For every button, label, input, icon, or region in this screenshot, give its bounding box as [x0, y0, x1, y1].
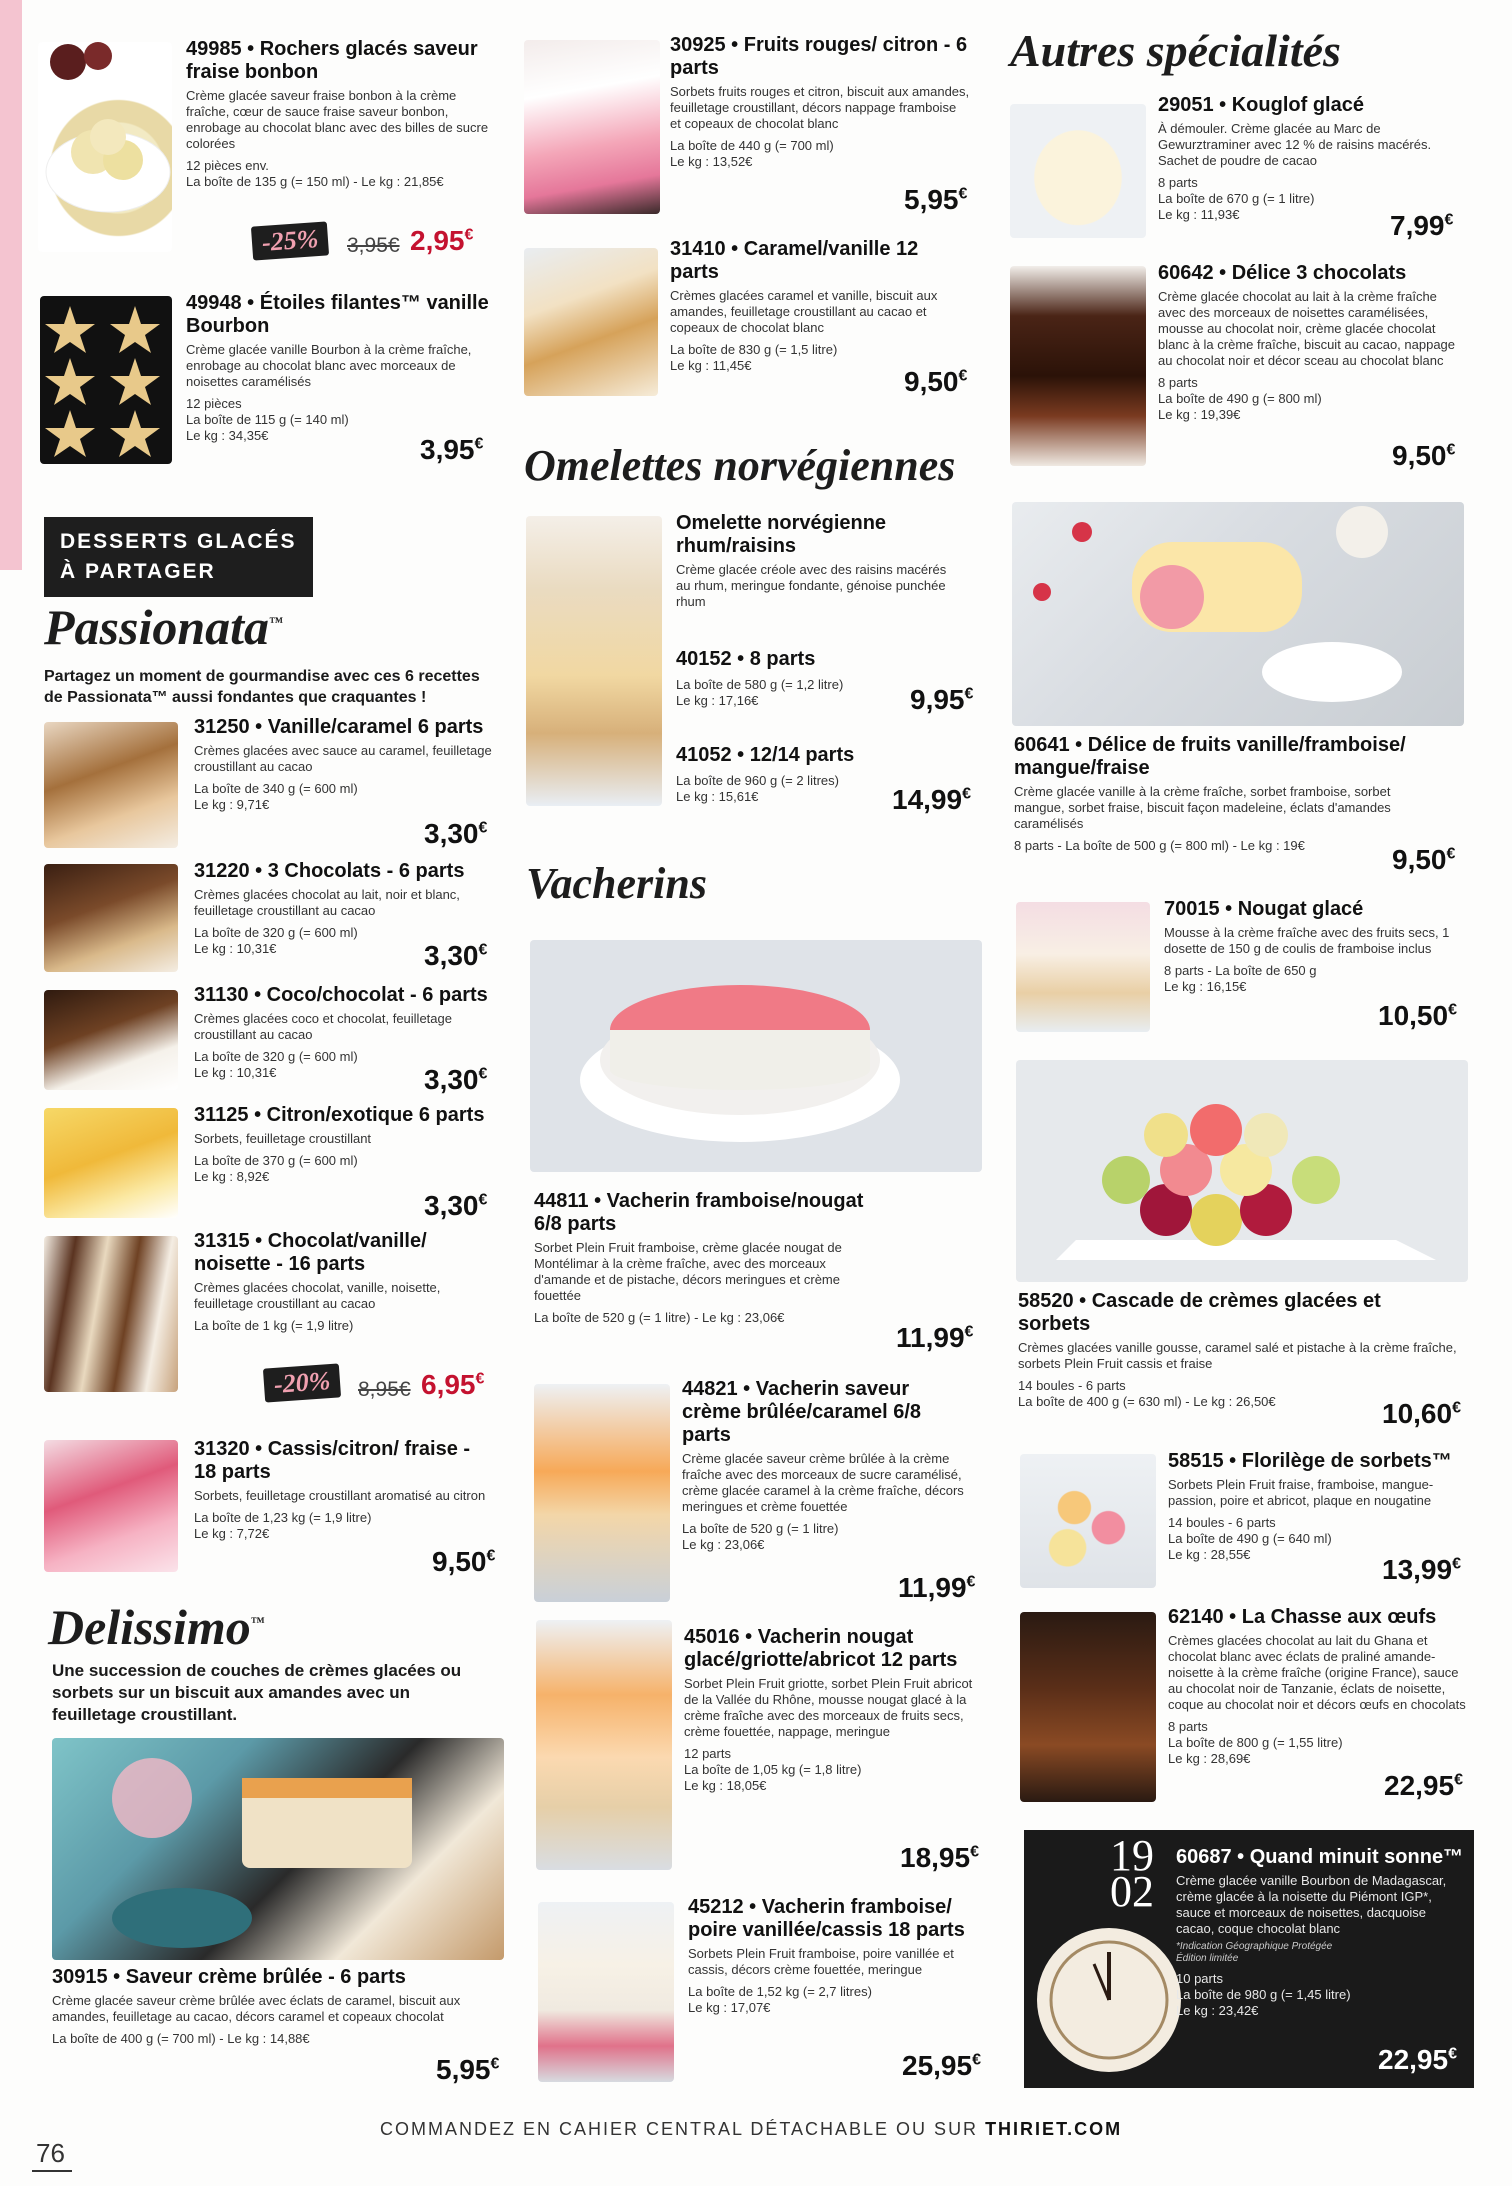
product-price [424, 1190, 487, 1222]
product-image-citron-exotique [44, 1108, 178, 1218]
product-price [432, 1546, 495, 1578]
product-price [1390, 210, 1453, 242]
currency-symbol: € [478, 1191, 488, 1209]
heading-passionata [44, 598, 283, 656]
new-price-value: 2,95 [410, 225, 465, 256]
price-value: 9,50 [432, 1546, 487, 1577]
currency-symbol: € [1452, 1399, 1461, 1417]
currency-symbol: € [478, 941, 488, 959]
product-description: Sorbets, feuilletage croustillant [194, 1131, 372, 1146]
product-price [898, 1572, 975, 1604]
product-title: 30925 • Fruits rouges/ citron - 6 parts [670, 34, 968, 79]
currency-symbol: € [1446, 845, 1456, 863]
product-quantity: 10 parts [1176, 1971, 1223, 1986]
product-description: Crème glacée saveur crème brûlée à la crème fraîche avec des morceaux de sucre caramélisé, crème glacée caramel à la crème fraîche, décors meringues et crème fouettée [682, 1451, 964, 1514]
product-cassis-citron-fraise [194, 1438, 494, 1542]
product-description: Sorbet Plein Fruit framboise, crème glacée nougat de Montélimar à la crème fraîche, avec des morceaux d'amande et de pistache, décors meringues et crème fouettée [534, 1240, 842, 1303]
product-price [1378, 2044, 1457, 2076]
product-quantity: 12 parts [684, 1746, 731, 1761]
price-value: 25,95 [902, 2050, 973, 2081]
product-price [896, 1322, 973, 1354]
old-price: 8,95€ [358, 1378, 411, 1401]
currency-symbol: € [1452, 1555, 1461, 1573]
product-title: 49948 • Étoiles filantes™ vanille Bourbon [186, 292, 489, 337]
product-weight: La boîte de 400 g (= 700 ml) - Le kg : 14,88€ [52, 2031, 310, 2046]
product-image-3-chocolats [44, 864, 178, 972]
product-image-delice-de-fruits [1012, 502, 1464, 726]
product-price-per-kg: Le kg : 28,55€ [1168, 1547, 1251, 1562]
currency-symbol: € [1448, 1001, 1457, 1019]
product-omelette [676, 512, 956, 610]
product-price-per-kg: Le kg : 16,15€ [1164, 979, 1247, 994]
product-image-vacherin-nougat [536, 1620, 672, 1870]
product-image-etoiles [40, 296, 172, 464]
product-description: Crèmes glacées vanille gousse, caramel salé et pistache à la crème fraîche, sorbets Plein Fruit cassis et fraise [1018, 1340, 1457, 1371]
product-image-vacherin-creme-brulee [534, 1384, 670, 1602]
product-price [1378, 1000, 1457, 1032]
product-title: 58515 • Florilège de sorbets™ [1168, 1450, 1452, 1472]
product-price [424, 1064, 487, 1096]
new-price-value: 6,95 [421, 1369, 476, 1400]
product-quantity: 12 pièces env. [186, 158, 269, 173]
currency-symbol: € [478, 819, 488, 837]
product-title: 49985 • Rochers glacés saveur fraise bonbon [186, 38, 478, 83]
product-price-per-kg: Le kg : 10,31€ [194, 941, 277, 956]
product-price [424, 818, 487, 850]
product-fruits-rouges [670, 34, 970, 170]
product-title: 31125 • Citron/exotique 6 parts [194, 1104, 485, 1126]
product-note-igp: *Indication Géographique Protégée [1176, 1941, 1333, 1952]
product-description: Crème glacée chocolat au lait à la crème fraîche avec des morceaux de noisettes caramélisées, mousse au chocolat noir, crème glacée chocolat blanc à la crème fraîche, biscuit au cacao, nappage au chocolat noir et décor sceau au chocolat blanc [1158, 289, 1456, 368]
product-title: 30915 • Saveur crème brûlée - 6 parts [52, 1966, 406, 1988]
product-description: Crème glacée créole avec des raisins macérés au rhum, meringue fondante, génoise punchée rhum [676, 562, 947, 609]
product-title: 45016 • Vacherin nougat glacé/griotte/abricot 12 parts [684, 1626, 958, 1671]
product-price-per-kg: Le kg : 28,69€ [1168, 1751, 1251, 1766]
currency-symbol: € [958, 367, 968, 385]
product-title: 45212 • Vacherin framboise/ poire vanillée/cassis 18 parts [688, 1896, 965, 1941]
product-image-rochers [38, 42, 172, 252]
price-value: 3,30 [424, 818, 479, 849]
product-vacherin-framboise-nougat [534, 1190, 884, 1326]
product-description: Crèmes glacées chocolat au lait du Ghana et chocolat blanc avec éclats de praliné amande-noisette à la crème fraîche (origine France), sauce au chocolat noir de Tanzanie, éclats de noisette, coque au chocolat noir et décors œufs en chocolats [1168, 1633, 1466, 1712]
product-image-cascade [1016, 1060, 1468, 1282]
currency-symbol: € [490, 2055, 500, 2073]
delissimo-intro: Une succession de couches de crèmes glacées ou sorbets sur un biscuit aux amandes avec un feuilletage croustillant. [52, 1661, 462, 1724]
price-value: 9,50 [1392, 844, 1447, 875]
product-price-per-kg: Le kg : 18,05€ [684, 1778, 767, 1793]
product-vacherin-framboise-poire [688, 1896, 978, 2016]
discount-badge: -25% [251, 221, 330, 260]
footer-cta [380, 2119, 1122, 2140]
product-price-per-kg: Le kg : 13,52€ [670, 154, 753, 169]
product-image-florilege [1020, 1454, 1156, 1588]
product-price-per-kg: Le kg : 23,42€ [1176, 2003, 1259, 2018]
product-weight: 8 parts - La boîte de 650 g [1164, 963, 1317, 978]
product-title: 60641 • Délice de fruits vanille/framboise/ mangue/fraise [1014, 734, 1406, 779]
product-kouglof [1158, 94, 1458, 223]
product-image-clock-cake [1034, 1880, 1184, 2080]
product-caramel-vanille [670, 238, 970, 374]
old-price: 3,95€ [347, 234, 400, 257]
year-bottom: 02 [1110, 1867, 1154, 1916]
product-title: 60642 • Délice 3 chocolats [1158, 262, 1407, 284]
feature-box-quand-minuit [1024, 1830, 1474, 2088]
heading-text: Delissimo [48, 1599, 251, 1655]
product-title: 31220 • 3 Chocolats - 6 parts [194, 860, 465, 882]
new-price [410, 225, 473, 257]
product-price [892, 784, 971, 816]
product-description: Sorbets Plein Fruit framboise, poire vanillée et cassis, décors crème fouettée, meringue [688, 1946, 954, 1977]
product-description: Crèmes glacées caramel et vanille, biscuit aux amandes, feuilletage croustillant au cacao et copeaux de chocolat blanc [670, 288, 938, 335]
passionata-intro: Partagez un moment de gourmandise avec ces 6 recettes de Passionata™ aussi fondantes que craquantes ! [44, 668, 480, 706]
product-chasse-aux-oeufs [1168, 1606, 1468, 1767]
currency-symbol: € [972, 2051, 981, 2069]
product-title: 40152 • 8 parts [676, 648, 816, 670]
product-price-per-kg: Le kg : 7,72€ [194, 1526, 270, 1541]
currency-symbol: € [475, 1370, 485, 1388]
year-top: 19 [1110, 1831, 1154, 1880]
price-value: 11,99 [896, 1322, 965, 1353]
product-image-nougat-glace [1016, 902, 1150, 1032]
product-image-chocolat-vanille-noisette [44, 1236, 178, 1392]
product-title: 41052 • 12/14 parts [676, 744, 855, 766]
price-value: 10,50 [1378, 1000, 1449, 1031]
product-image-vacherin-framboise-poire [538, 1902, 674, 2082]
product-title: 31315 • Chocolat/vanille/ noisette - 16 parts [194, 1230, 427, 1275]
product-title: 58520 • Cascade de crèmes glacées et sorbets [1018, 1290, 1381, 1335]
product-title: 31250 • Vanille/caramel 6 parts [194, 716, 484, 738]
product-image-fruits-rouges [524, 40, 660, 214]
price-value: 18,95 [900, 1842, 971, 1873]
product-description: Sorbets fruits rouges et citron, biscuit aux amandes, feuilletage croustillant, décors nappage framboise et copeaux de chocolat blanc [670, 84, 970, 131]
price-value: 9,50 [1392, 440, 1447, 471]
product-price-per-kg: Le kg : 17,07€ [688, 2000, 771, 2015]
product-image-omelette [526, 516, 662, 806]
heading-vacherins: Vacherins [526, 859, 707, 908]
product-rochers [186, 38, 496, 190]
product-weight: La boîte de 490 g (= 800 ml) [1158, 391, 1322, 406]
product-description: Crème glacée vanille Bourbon à la crème fraîche, enrobage au chocolat blanc avec morceaux de noisettes caramélisés [186, 342, 472, 389]
heading-omelettes: Omelettes norvégiennes [524, 441, 956, 490]
product-price [436, 2054, 499, 2086]
product-cascade [1018, 1290, 1458, 1410]
product-price [910, 684, 973, 716]
product-image-kouglof [1010, 104, 1146, 238]
product-description: Sorbets Plein Fruit fraise, framboise, mangue-passion, poire et abricot, plaque en nougatine [1168, 1477, 1434, 1508]
product-title: 70015 • Nougat glacé [1164, 898, 1364, 920]
product-image-delice-3-chocolats [1010, 266, 1146, 466]
product-title: 60687 • Quand minuit sonne™ [1176, 1846, 1464, 1868]
product-title: 31410 • Caramel/vanille 12 parts [670, 238, 919, 283]
product-weight: La boîte de 1 kg (= 1,9 litre) [194, 1318, 354, 1333]
product-price [900, 1842, 979, 1874]
product-delice-3-chocolats [1158, 262, 1464, 423]
currency-symbol: € [474, 435, 484, 453]
product-price-per-kg: Le kg : 10,31€ [194, 1065, 277, 1080]
currency-symbol: € [1448, 2045, 1457, 2063]
product-image-vanille-caramel [44, 722, 178, 848]
product-quantity: 8 parts [1158, 375, 1198, 390]
product-image-chasse-aux-oeufs [1020, 1612, 1156, 1802]
product-image-creme-brulee [52, 1738, 504, 1960]
product-description: Sorbet Plein Fruit griotte, sorbet Plein Fruit abricot de la Vallée du Rhône, mousse nougat glacé à la crème fraîche avec des morceaux de fruits secs, crème fouettée, nappage, meringue [684, 1676, 973, 1739]
price-value: 14,99 [892, 784, 963, 815]
product-vanille-caramel [194, 716, 494, 813]
product-weight: La boîte de 340 g (= 600 ml) [194, 781, 358, 796]
section-label-line2: À PARTAGER [60, 560, 216, 583]
section-label-line1: DESSERTS GLACÉS [60, 530, 297, 553]
product-weight: La boîte de 800 g (= 1,55 litre) [1168, 1735, 1343, 1750]
section-label-desserts [44, 517, 313, 597]
product-price-per-kg: Le kg : 15,61€ [676, 789, 759, 804]
product-price [420, 434, 483, 466]
footer-site-link[interactable]: THIRIET.COM [985, 2119, 1123, 2139]
product-weight: La boîte de 490 g (= 640 ml) [1168, 1531, 1332, 1546]
product-description: Crème glacée saveur crème brûlée avec éclats de caramel, biscuit aux amandes, feuilletage au cacao, décors caramel et copeaux chocolat [52, 1993, 461, 2024]
product-etoiles [186, 292, 496, 444]
price-value: 13,99 [1382, 1554, 1453, 1585]
product-weight: La boîte de 135 g (= 150 ml) - Le kg : 21,85€ [186, 174, 444, 189]
product-weight: La boîte de 520 g (= 1 litre) [682, 1521, 839, 1536]
price-value: 9,50 [904, 366, 959, 397]
product-description: À démouler. Crème glacée au Marc de Gewurztraminer avec 12 % de raisins macérés. Sachet de poudre de cacao [1158, 121, 1432, 168]
product-title: 31130 • Coco/chocolat - 6 parts [194, 984, 488, 1006]
currency-symbol: € [486, 1547, 496, 1565]
product-quantity: 14 boules - 6 parts [1168, 1515, 1276, 1530]
price-value: 7,99 [1390, 210, 1445, 241]
product-price-per-kg: Le kg : 19,39€ [1158, 407, 1241, 422]
product-price [1382, 1398, 1461, 1430]
price-value: 5,95 [436, 2054, 491, 2085]
product-weight: La boîte de 370 g (= 600 ml) [194, 1153, 358, 1168]
product-weight: La boîte de 1,23 kg (= 1,9 litre) [194, 1510, 372, 1525]
product-price-per-kg: Le kg : 11,93€ [1158, 207, 1240, 222]
product-weight: La boîte de 440 g (= 700 ml) [670, 138, 834, 153]
price-value: 5,95 [904, 184, 959, 215]
product-weight: La boîte de 980 g (= 1,45 litre) [1176, 1987, 1351, 2002]
product-image-coco-chocolat [44, 990, 178, 1090]
product-weight: La boîte de 960 g (= 2 litres) [676, 773, 839, 788]
currency-symbol: € [970, 1843, 979, 1861]
currency-symbol: € [1444, 211, 1454, 229]
product-weight: La boîte de 670 g (= 1 litre) [1158, 191, 1315, 206]
product-price [902, 2050, 981, 2082]
product-price-per-kg: Le kg : 11,45€ [670, 358, 752, 373]
product-price [1384, 1770, 1463, 1802]
price-value: 22,95 [1378, 2044, 1449, 2075]
heading-text: Passionata [44, 599, 270, 655]
product-vacherin-creme-brulee [682, 1378, 972, 1553]
product-weight: La boîte de 1,52 kg (= 2,7 litres) [688, 1984, 872, 1999]
product-chocolat-vanille-noisette [194, 1230, 494, 1334]
product-weight: La boîte de 830 g (= 1,5 litre) [670, 342, 838, 357]
product-quantity: 8 parts [1158, 175, 1198, 190]
page-number: 76 [36, 2138, 65, 2168]
product-price-per-kg: Le kg : 23,06€ [682, 1537, 765, 1552]
product-price-per-kg: Le kg : 17,16€ [676, 693, 759, 708]
price-value: 10,60 [1382, 1398, 1453, 1429]
product-quand-minuit [1176, 1846, 1466, 2019]
trademark: ™ [250, 1615, 265, 1631]
price-value: 22,95 [1384, 1770, 1455, 1801]
product-quantity: 8 parts [1168, 1719, 1208, 1734]
product-weight: 8 parts - La boîte de 500 g (= 800 ml) - Le kg : 19€ [1014, 838, 1305, 853]
price-value: 11,99 [898, 1572, 967, 1603]
new-price [421, 1369, 484, 1401]
product-price-per-kg: Le kg : 34,35€ [186, 428, 269, 443]
product-creme-brulee [52, 1966, 496, 2047]
trademark: ™ [269, 615, 284, 631]
price-value: 3,30 [424, 1190, 479, 1221]
product-image-caramel-vanille [524, 248, 658, 396]
currency-symbol: € [1446, 441, 1456, 459]
currency-symbol: € [464, 226, 474, 244]
product-nougat-glace [1164, 898, 1454, 995]
product-price [424, 940, 487, 972]
product-price [904, 366, 967, 398]
product-price [1392, 844, 1455, 876]
price-value: 3,30 [424, 1064, 479, 1095]
product-description: Crème glacée vanille à la crème fraîche, sorbet framboise, sorbet mangue, sorbet fraise, biscuit façon madeleine, éclats d'amandes caramélisés [1014, 784, 1391, 831]
price-value: 3,30 [424, 940, 479, 971]
currency-symbol: € [966, 1573, 976, 1591]
pink-edge-band [0, 0, 22, 570]
product-title: 62140 • La Chasse aux œufs [1168, 1606, 1437, 1628]
product-vacherin-nougat [684, 1626, 974, 1794]
currency-symbol: € [962, 785, 971, 803]
product-image-vacherin-framboise-nougat [530, 940, 982, 1172]
product-title: Omelette norvégienne rhum/raisins [676, 512, 887, 557]
product-weight: La boîte de 580 g (= 1,2 litre) [676, 677, 844, 692]
heading-delissimo [48, 1598, 265, 1656]
product-quantity: 14 boules - 6 parts [1018, 1378, 1126, 1393]
product-price [1392, 440, 1455, 472]
price-value: 3,95 [420, 434, 475, 465]
product-price [1382, 1554, 1461, 1586]
currency-symbol: € [958, 185, 968, 203]
product-weight: La boîte de 115 g (= 140 ml) [186, 412, 349, 427]
product-title: 31320 • Cassis/citron/ fraise - 18 parts [194, 1438, 471, 1483]
product-weight: La boîte de 320 g (= 600 ml) [194, 925, 358, 940]
product-weight: La boîte de 1,05 kg (= 1,8 litre) [684, 1762, 862, 1777]
product-weight: La boîte de 400 g (= 630 ml) - Le kg : 26,50€ [1018, 1394, 1276, 1409]
product-image-cassis-citron-fraise [44, 1440, 178, 1572]
year-ornament [1110, 1831, 1154, 1916]
product-description: Crèmes glacées avec sauce au caramel, feuilletage croustillant au cacao [194, 743, 492, 774]
product-description: Crème glacée saveur fraise bonbon à la crème fraîche, cœur de sauce fraise saveur bonbon, enrobage au chocolat blanc avec des billes de sucre colorées [186, 88, 489, 151]
product-title: 44821 • Vacherin saveur crème brûlée/caramel 6/8 parts [682, 1378, 922, 1446]
product-florilege [1168, 1450, 1458, 1563]
product-note-edition: Édition limitée [1176, 1953, 1239, 1964]
currency-symbol: € [1454, 1771, 1463, 1789]
product-weight: La boîte de 520 g (= 1 litre) - Le kg : 23,06€ [534, 1310, 785, 1325]
page-number-underline [32, 2170, 72, 2172]
currency-symbol: € [964, 1323, 974, 1341]
currency-symbol: € [964, 685, 974, 703]
heading-autres-specialites: Autres spécialités [1010, 25, 1341, 76]
product-price-per-kg: Le kg : 9,71€ [194, 797, 270, 812]
product-title: 44811 • Vacherin framboise/nougat 6/8 parts [534, 1190, 864, 1235]
product-price-per-kg: Le kg : 8,92€ [194, 1169, 270, 1184]
product-description: Crèmes glacées coco et chocolat, feuilletage croustillant au cacao [194, 1011, 452, 1042]
product-description: Crèmes glacées chocolat, vanille, noisette, feuilletage croustillant au cacao [194, 1280, 441, 1311]
price-value: 9,95 [910, 684, 965, 715]
product-citron-exotique [194, 1104, 494, 1185]
product-title: 29051 • Kouglof glacé [1158, 94, 1364, 116]
currency-symbol: € [478, 1065, 488, 1083]
product-quantity: 12 pièces [186, 396, 242, 411]
product-description: Mousse à la crème fraîche avec des fruits secs, 1 dosette de 150 g de coulis de framboise inclus [1164, 925, 1450, 956]
product-description: Crème glacée vanille Bourbon de Madagascar, crème glacée à la noisette du Piémont IGP*, sauce et morceaux de noisettes, dacquoise cacao, coque chocolat blanc [1176, 1873, 1447, 1936]
product-description: Sorbets, feuilletage croustillant aromatisé au citron [194, 1488, 486, 1503]
product-weight: La boîte de 320 g (= 600 ml) [194, 1049, 358, 1064]
product-description: Crèmes glacées chocolat au lait, noir et blanc, feuilletage croustillant au cacao [194, 887, 460, 918]
product-delice-de-fruits [1014, 734, 1444, 854]
product-price [904, 184, 967, 216]
discount-badge: -20% [263, 1363, 342, 1402]
footer-text: COMMANDEZ EN CAHIER CENTRAL DÉTACHABLE OU SUR [380, 2119, 986, 2139]
